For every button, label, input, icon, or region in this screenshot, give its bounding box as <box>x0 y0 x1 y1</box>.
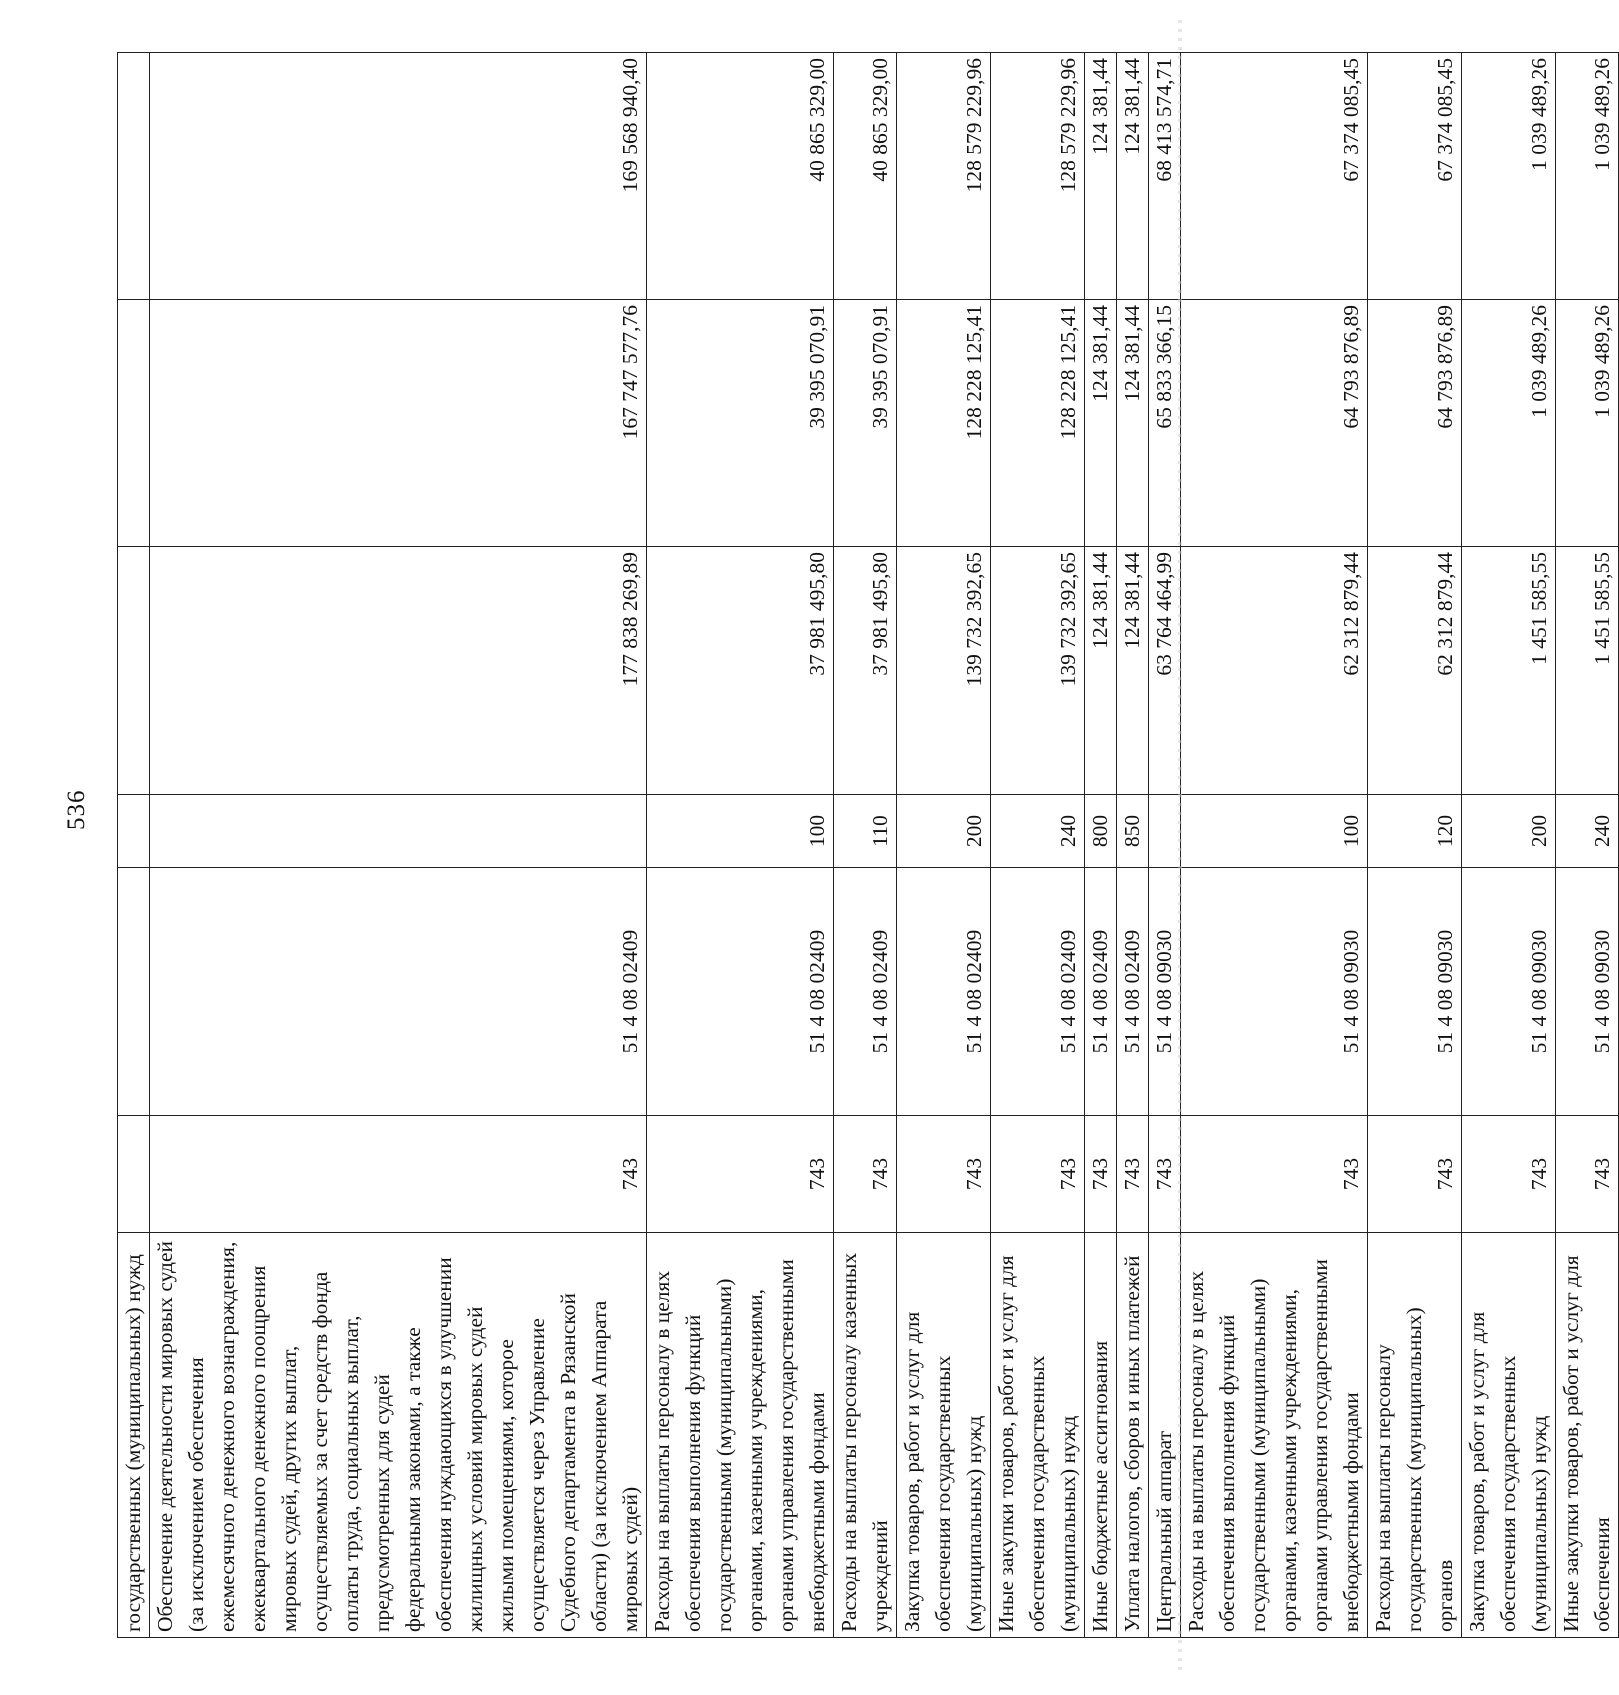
cell-name: Закупка товаров, работ и услуг для обеспечения государственных (муниципальных) нужд <box>1462 1233 1556 1638</box>
cell-expense-type: 100 <box>647 795 834 868</box>
cell-amount-3: 67 374 085,45 <box>1181 53 1368 300</box>
cell-target-article: 51 4 08 02409 <box>150 868 647 1116</box>
table-body <box>118 53 1619 1638</box>
cell-expense-type <box>150 795 647 868</box>
cell-target-article: 51 4 08 09030 <box>1368 868 1462 1116</box>
table-row <box>118 53 150 1638</box>
cell-target-article: 51 4 08 02409 <box>647 868 834 1116</box>
cell-name: Расходы на выплаты персоналу казенных учреждений <box>834 1233 897 1638</box>
cell-ministry: 743 <box>1181 1116 1368 1233</box>
cell-expense-type <box>118 795 150 868</box>
cell-expense-type: 200 <box>897 795 991 868</box>
cell-ministry: 743 <box>991 1116 1085 1233</box>
cell-amount-1: 37 981 495,80 <box>834 547 897 795</box>
cell-amount-1: 62 312 879,44 <box>1181 547 1368 795</box>
cell-expense-type: 800 <box>1085 795 1117 868</box>
cell-amount-3: 128 579 229,96 <box>897 53 991 300</box>
cell-name: Иные закупки товаров, работ и услуг для обеспечения <box>1556 1233 1619 1638</box>
table-row <box>1181 53 1368 1638</box>
table-row <box>897 53 991 1638</box>
cell-amount-1: 124 381,44 <box>1117 547 1149 795</box>
cell-amount-1 <box>118 547 150 795</box>
cell-target-article: 51 4 08 09030 <box>1462 868 1556 1116</box>
page-number: 536 <box>63 789 90 830</box>
cell-expense-type: 200 <box>1462 795 1556 868</box>
table-row <box>991 53 1085 1638</box>
cell-amount-3 <box>118 53 150 300</box>
cell-amount-3: 1 039 489,26 <box>1556 53 1619 300</box>
cell-name: Расходы на выплаты персоналу в целях обеспечения выполнения функций государственными (муниципальными) органами, казенными учреждениями, органами управления государственными внебюджетными фондами <box>647 1233 834 1638</box>
cell-amount-2: 1 039 489,26 <box>1462 300 1556 547</box>
cell-amount-2: 64 793 876,89 <box>1368 300 1462 547</box>
cell-amount-2: 64 793 876,89 <box>1181 300 1368 547</box>
cell-target-article: 51 4 08 02409 <box>991 868 1085 1116</box>
cell-amount-2: 1 039 489,26 <box>1556 300 1619 547</box>
cell-amount-1: 124 381,44 <box>1085 547 1117 795</box>
cell-expense-type: 120 <box>1368 795 1462 868</box>
table-row <box>150 53 647 1638</box>
cell-amount-1: 1 451 585,55 <box>1462 547 1556 795</box>
cell-amount-3: 40 865 329,00 <box>647 53 834 300</box>
table-row <box>647 53 834 1638</box>
cell-ministry: 743 <box>1085 1116 1117 1233</box>
cell-target-article: 51 4 08 09030 <box>1556 868 1619 1116</box>
cell-expense-type: 100 <box>1181 795 1368 868</box>
cell-expense-type: 110 <box>834 795 897 868</box>
budget-table <box>117 52 1619 1638</box>
cell-amount-2: 65 833 366,15 <box>1149 300 1181 547</box>
cell-expense-type <box>1149 795 1181 868</box>
cell-amount-2: 39 395 070,91 <box>834 300 897 547</box>
cell-name: Закупка товаров, работ и услуг для обеспечения государственных (муниципальных) нужд <box>897 1233 991 1638</box>
cell-ministry: 743 <box>1462 1116 1556 1233</box>
cell-ministry <box>118 1116 150 1233</box>
table-row <box>1368 53 1462 1638</box>
cell-amount-2: 124 381,44 <box>1085 300 1117 547</box>
cell-name: Обеспечение деятельности мировых судей (за исключением обеспечения ежемесячного денежного вознаграждения, ежеквартального денежного поощрения мировых судей, других выплат, осуществляемых за счет средств фонда оплаты труда, социальных выплат, предусмотренных для судей федеральными законами, а также обеспечения нуждающихся в улучшении жилищных условий мировых судей жилыми помещениями, которое осуществляется через Управление Судебного департамента в Рязанской области) (за исключением Аппарата мировых судей) <box>150 1233 647 1638</box>
cell-target-article: 51 4 08 02409 <box>897 868 991 1116</box>
cell-amount-3: 1 039 489,26 <box>1462 53 1556 300</box>
cell-amount-2: 124 381,44 <box>1117 300 1149 547</box>
table-row <box>1462 53 1556 1638</box>
scan-edge-artifact <box>1178 20 1182 1670</box>
cell-amount-1: 1 451 585,55 <box>1556 547 1619 795</box>
cell-ministry: 743 <box>1117 1116 1149 1233</box>
cell-ministry: 743 <box>150 1116 647 1233</box>
cell-name: Расходы на выплаты персоналу в целях обеспечения выполнения функций государственными (муниципальными) органами, казенными учреждениями, органами управления государственными внебюджетными фондами <box>1181 1233 1368 1638</box>
cell-target-article: 51 4 08 02409 <box>1085 868 1117 1116</box>
cell-amount-2: 167 747 577,76 <box>150 300 647 547</box>
cell-amount-1: 177 838 269,89 <box>150 547 647 795</box>
cell-amount-2: 128 228 125,41 <box>897 300 991 547</box>
cell-target-article <box>118 868 150 1116</box>
cell-amount-1: 63 764 464,99 <box>1149 547 1181 795</box>
cell-ministry: 743 <box>1556 1116 1619 1233</box>
cell-name: Расходы на выплаты персоналу государственных (муниципальных) органов <box>1368 1233 1462 1638</box>
cell-name: государственных (муниципальных) нужд <box>118 1233 150 1638</box>
cell-amount-1: 37 981 495,80 <box>647 547 834 795</box>
table-row <box>1149 53 1181 1638</box>
cell-ministry: 743 <box>1368 1116 1462 1233</box>
cell-name: Иные закупки товаров, работ и услуг для обеспечения государственных (муниципальных) нужд <box>991 1233 1085 1638</box>
cell-amount-2: 128 228 125,41 <box>991 300 1085 547</box>
table-row <box>834 53 897 1638</box>
cell-ministry: 743 <box>897 1116 991 1233</box>
cell-name: Центральный аппарат <box>1149 1233 1181 1638</box>
cell-amount-3: 124 381,44 <box>1117 53 1149 300</box>
cell-target-article: 51 4 08 02409 <box>1117 868 1149 1116</box>
cell-expense-type: 850 <box>1117 795 1149 868</box>
table-row <box>1085 53 1117 1638</box>
cell-amount-3: 40 865 329,00 <box>834 53 897 300</box>
cell-amount-2 <box>118 300 150 547</box>
cell-target-article: 51 4 08 09030 <box>1181 868 1368 1116</box>
cell-amount-1: 62 312 879,44 <box>1368 547 1462 795</box>
cell-amount-1: 139 732 392,65 <box>991 547 1085 795</box>
cell-target-article: 51 4 08 02409 <box>834 868 897 1116</box>
cell-name: Уплата налогов, сборов и иных платежей <box>1117 1233 1149 1638</box>
cell-amount-3: 68 413 574,71 <box>1149 53 1181 300</box>
rotated-table-wrapper <box>117 53 1619 1638</box>
cell-expense-type: 240 <box>991 795 1085 868</box>
cell-amount-3: 124 381,44 <box>1085 53 1117 300</box>
cell-amount-3: 169 568 940,40 <box>150 53 647 300</box>
cell-target-article: 51 4 08 09030 <box>1149 868 1181 1116</box>
cell-expense-type: 240 <box>1556 795 1619 868</box>
table-row <box>1556 53 1619 1638</box>
table-row <box>1117 53 1149 1638</box>
cell-amount-1: 139 732 392,65 <box>897 547 991 795</box>
cell-ministry: 743 <box>834 1116 897 1233</box>
cell-amount-3: 67 374 085,45 <box>1368 53 1462 300</box>
cell-ministry: 743 <box>1149 1116 1181 1233</box>
cell-name: Иные бюджетные ассигнования <box>1085 1233 1117 1638</box>
cell-amount-3: 128 579 229,96 <box>991 53 1085 300</box>
cell-amount-2: 39 395 070,91 <box>647 300 834 547</box>
cell-ministry: 743 <box>647 1116 834 1233</box>
